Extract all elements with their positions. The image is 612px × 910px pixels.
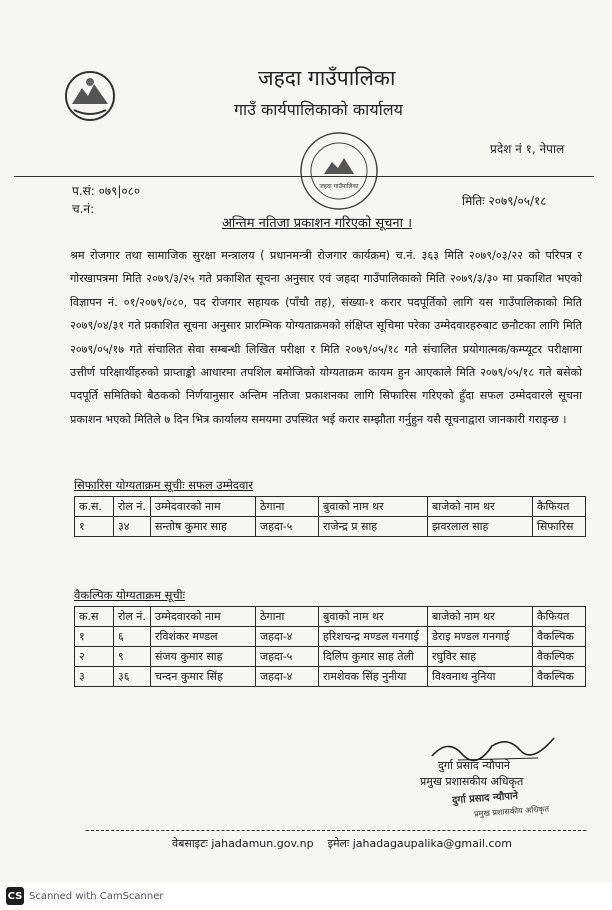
col-header: ठेगाना xyxy=(256,607,319,627)
table-cell: हरिशचन्द्र मण्डल गनगाई xyxy=(319,627,428,647)
signatory-title: प्रमुख प्रशासकीय अधिकृत xyxy=(420,775,524,788)
col-header: बुवाको नाम थर xyxy=(319,497,428,517)
header-divider xyxy=(14,176,594,177)
table-cell: जहदा-५ xyxy=(256,647,319,667)
col-header: रोल नं. xyxy=(114,497,151,517)
scanner-watermark-bar xyxy=(0,882,612,910)
table-cell: वैकल्पिक xyxy=(533,627,586,647)
nepal-emblem-icon xyxy=(64,70,116,122)
camscanner-logo-icon: CS xyxy=(6,887,24,905)
table-cell: रघुविर साह xyxy=(428,647,533,667)
col-header: कैफियत xyxy=(533,607,586,627)
website-link[interactable]: वेबसाइटः jahadamun.gov.np xyxy=(172,837,314,850)
table-cell: विश्वनाथ नुनिया xyxy=(428,667,533,687)
notice-body: श्रम रोजगार तथा सामाजिक सुरक्षा मन्त्रालय ( प्रधानमन्त्री रोजगार कार्यक्रम) च.नं. ३६३ मिति २०७९/०३/२२ को परिपत्र र गोरखापत्रमा मिति २०७९/३/२५ गते प्रकाशित सूचना अनुसार एवं जहदा गाउँपालिकाको मिति २०७९/३/३० मा प्रकाशित भएको विज्ञापन नं. ०१/२०७९/०८०, पद रोजगार सहायक (पाँचौ तह), संख्या-१ करार पदपूर्तिको लागि यस गाउँपालिकाको मिति २०७९/०४/३१ गते प्रकाशित सूचना अनुसार प्रारम्भिक योग्यताक्रमको संक्षिप्त सूचिमा परेका उम्मेदवारहरुबाट छनौटका लागि मिति २०७९/०५/१७ गते संचालित सेवा सम्बन्धी लिखित परीक्षा र मिति २०७९/०५/१८ गते संचालित प्रयोगात्मक/कम्प्यूटर परीक्षामा उत्तीर्ण परिक्षार्थीहरुको प्राप्ताङ्को आधारमा तपशिल बमोजिको योग्यताक्रम कायम हुन आएकाले मिति २०७९/०५/१८ गते बसेको पदपूर्ति समितिको बैठकको निर्णयानुसार अन्तिम नतिजा प्रकाशनका लागि सिफारिस गरिएको हुँदा सफल उम्मेदवारले सूचना प्रकाशन भएको मितिले ७ दिन भित्र कार्यालय समयमा उपस्थित भई करार सम्झौता गर्नुहुन यसै सूचनाद्वारा जानकारी गराइन्छ । xyxy=(70,249,582,426)
table-header-row xyxy=(75,607,586,627)
notice-date: मितिः २०७९/०५/१८ xyxy=(462,194,547,208)
table-cell: जहदा-५ xyxy=(256,517,319,537)
table-cell: रामशेवक सिंह नुनीया xyxy=(319,667,428,687)
table-cell: ३४ xyxy=(114,517,151,537)
table-cell: सन्तोष कुमार साह xyxy=(151,517,256,537)
col-header: ठेगाना xyxy=(256,497,319,517)
signature-stamp-title: प्रमुख प्रशासकीय अधिकृत xyxy=(473,804,550,819)
col-header: बाजेको नाम थर xyxy=(428,607,533,627)
col-header: कैफियत xyxy=(533,497,586,517)
table-row xyxy=(75,517,586,537)
table-cell: ९ xyxy=(114,647,151,667)
table-cell: १ xyxy=(75,627,114,647)
table-row xyxy=(75,667,586,687)
signatory-name: दुर्गा प्रसाद न्यौपाने xyxy=(438,759,510,772)
ps-number: प.सं: ०७९|०८० xyxy=(72,184,141,198)
office-name: गाउँ कार्यपालिकाको कार्यालय xyxy=(234,100,403,119)
table2-title: वैकल्पिक योग्यताक्रम सूचीः xyxy=(74,588,185,602)
table-cell: राजेन्द्र प्र साह xyxy=(319,517,428,537)
table-cell: जहदा-४ xyxy=(256,667,319,687)
table-cell: रविशंकर मण्डल xyxy=(151,627,256,647)
table-cell: डेराइ मण्डल गनगाई xyxy=(428,627,533,647)
col-header: रोल नं. xyxy=(114,607,151,627)
footer-divider xyxy=(86,830,586,831)
province-label: प्रदेश नं १, नेपाल xyxy=(490,142,565,156)
office-stamp-text: जहदा गाउँपालिका xyxy=(319,183,359,190)
col-header: बाजेको नाम थर xyxy=(428,497,533,517)
table-row xyxy=(75,647,586,667)
table-cell: सिफारिस xyxy=(533,517,586,537)
table-cell: वैकल्पिक xyxy=(533,647,586,667)
table-cell: ३ xyxy=(75,667,114,687)
table-cell: ६ xyxy=(114,627,151,647)
col-header: बुवाको नाम थर xyxy=(319,607,428,627)
table-cell: जहदा-४ xyxy=(256,627,319,647)
alternate-table xyxy=(74,606,586,687)
notice-title: अन्तिम नतिजा प्रकाशन गरिएको सूचना । xyxy=(222,216,413,231)
office-stamp-icon xyxy=(296,128,382,214)
signature-stamp-name: दुर्गा प्रसाद न्यौपाने xyxy=(451,790,519,807)
email-link[interactable]: इमेलः jahadagaupalika@gmail.com xyxy=(327,837,512,850)
table-cell: वैकल्पिक xyxy=(533,667,586,687)
table-row xyxy=(75,627,586,647)
table-cell: दिलिप कुमार साह तेली xyxy=(319,647,428,667)
col-header: उम्मेदवारको नाम xyxy=(151,497,256,517)
ch-number: च.नं: xyxy=(72,202,95,216)
table1-title: सिफारिस योग्यताक्रम सूचीः सफल उम्मेदवार xyxy=(74,478,254,492)
table-cell: १ xyxy=(75,517,114,537)
org-name: जहदा गाउँपालिका xyxy=(258,66,396,90)
col-header: उम्मेदवारको नाम xyxy=(151,607,256,627)
table-cell: झवरलाल साह xyxy=(428,517,533,537)
col-header: क.स. xyxy=(75,497,114,517)
table-cell: ३६ xyxy=(114,667,151,687)
scanner-watermark-text: Scanned with CamScanner xyxy=(29,890,164,902)
table-cell: चन्दन कुमार सिंह xyxy=(151,667,256,687)
table-cell: २ xyxy=(75,647,114,667)
contact-line xyxy=(172,836,512,851)
col-header: क.स xyxy=(75,607,114,627)
table-header-row xyxy=(75,497,586,517)
table-cell: संजय कुमार साह xyxy=(151,647,256,667)
recommended-table xyxy=(74,496,586,537)
